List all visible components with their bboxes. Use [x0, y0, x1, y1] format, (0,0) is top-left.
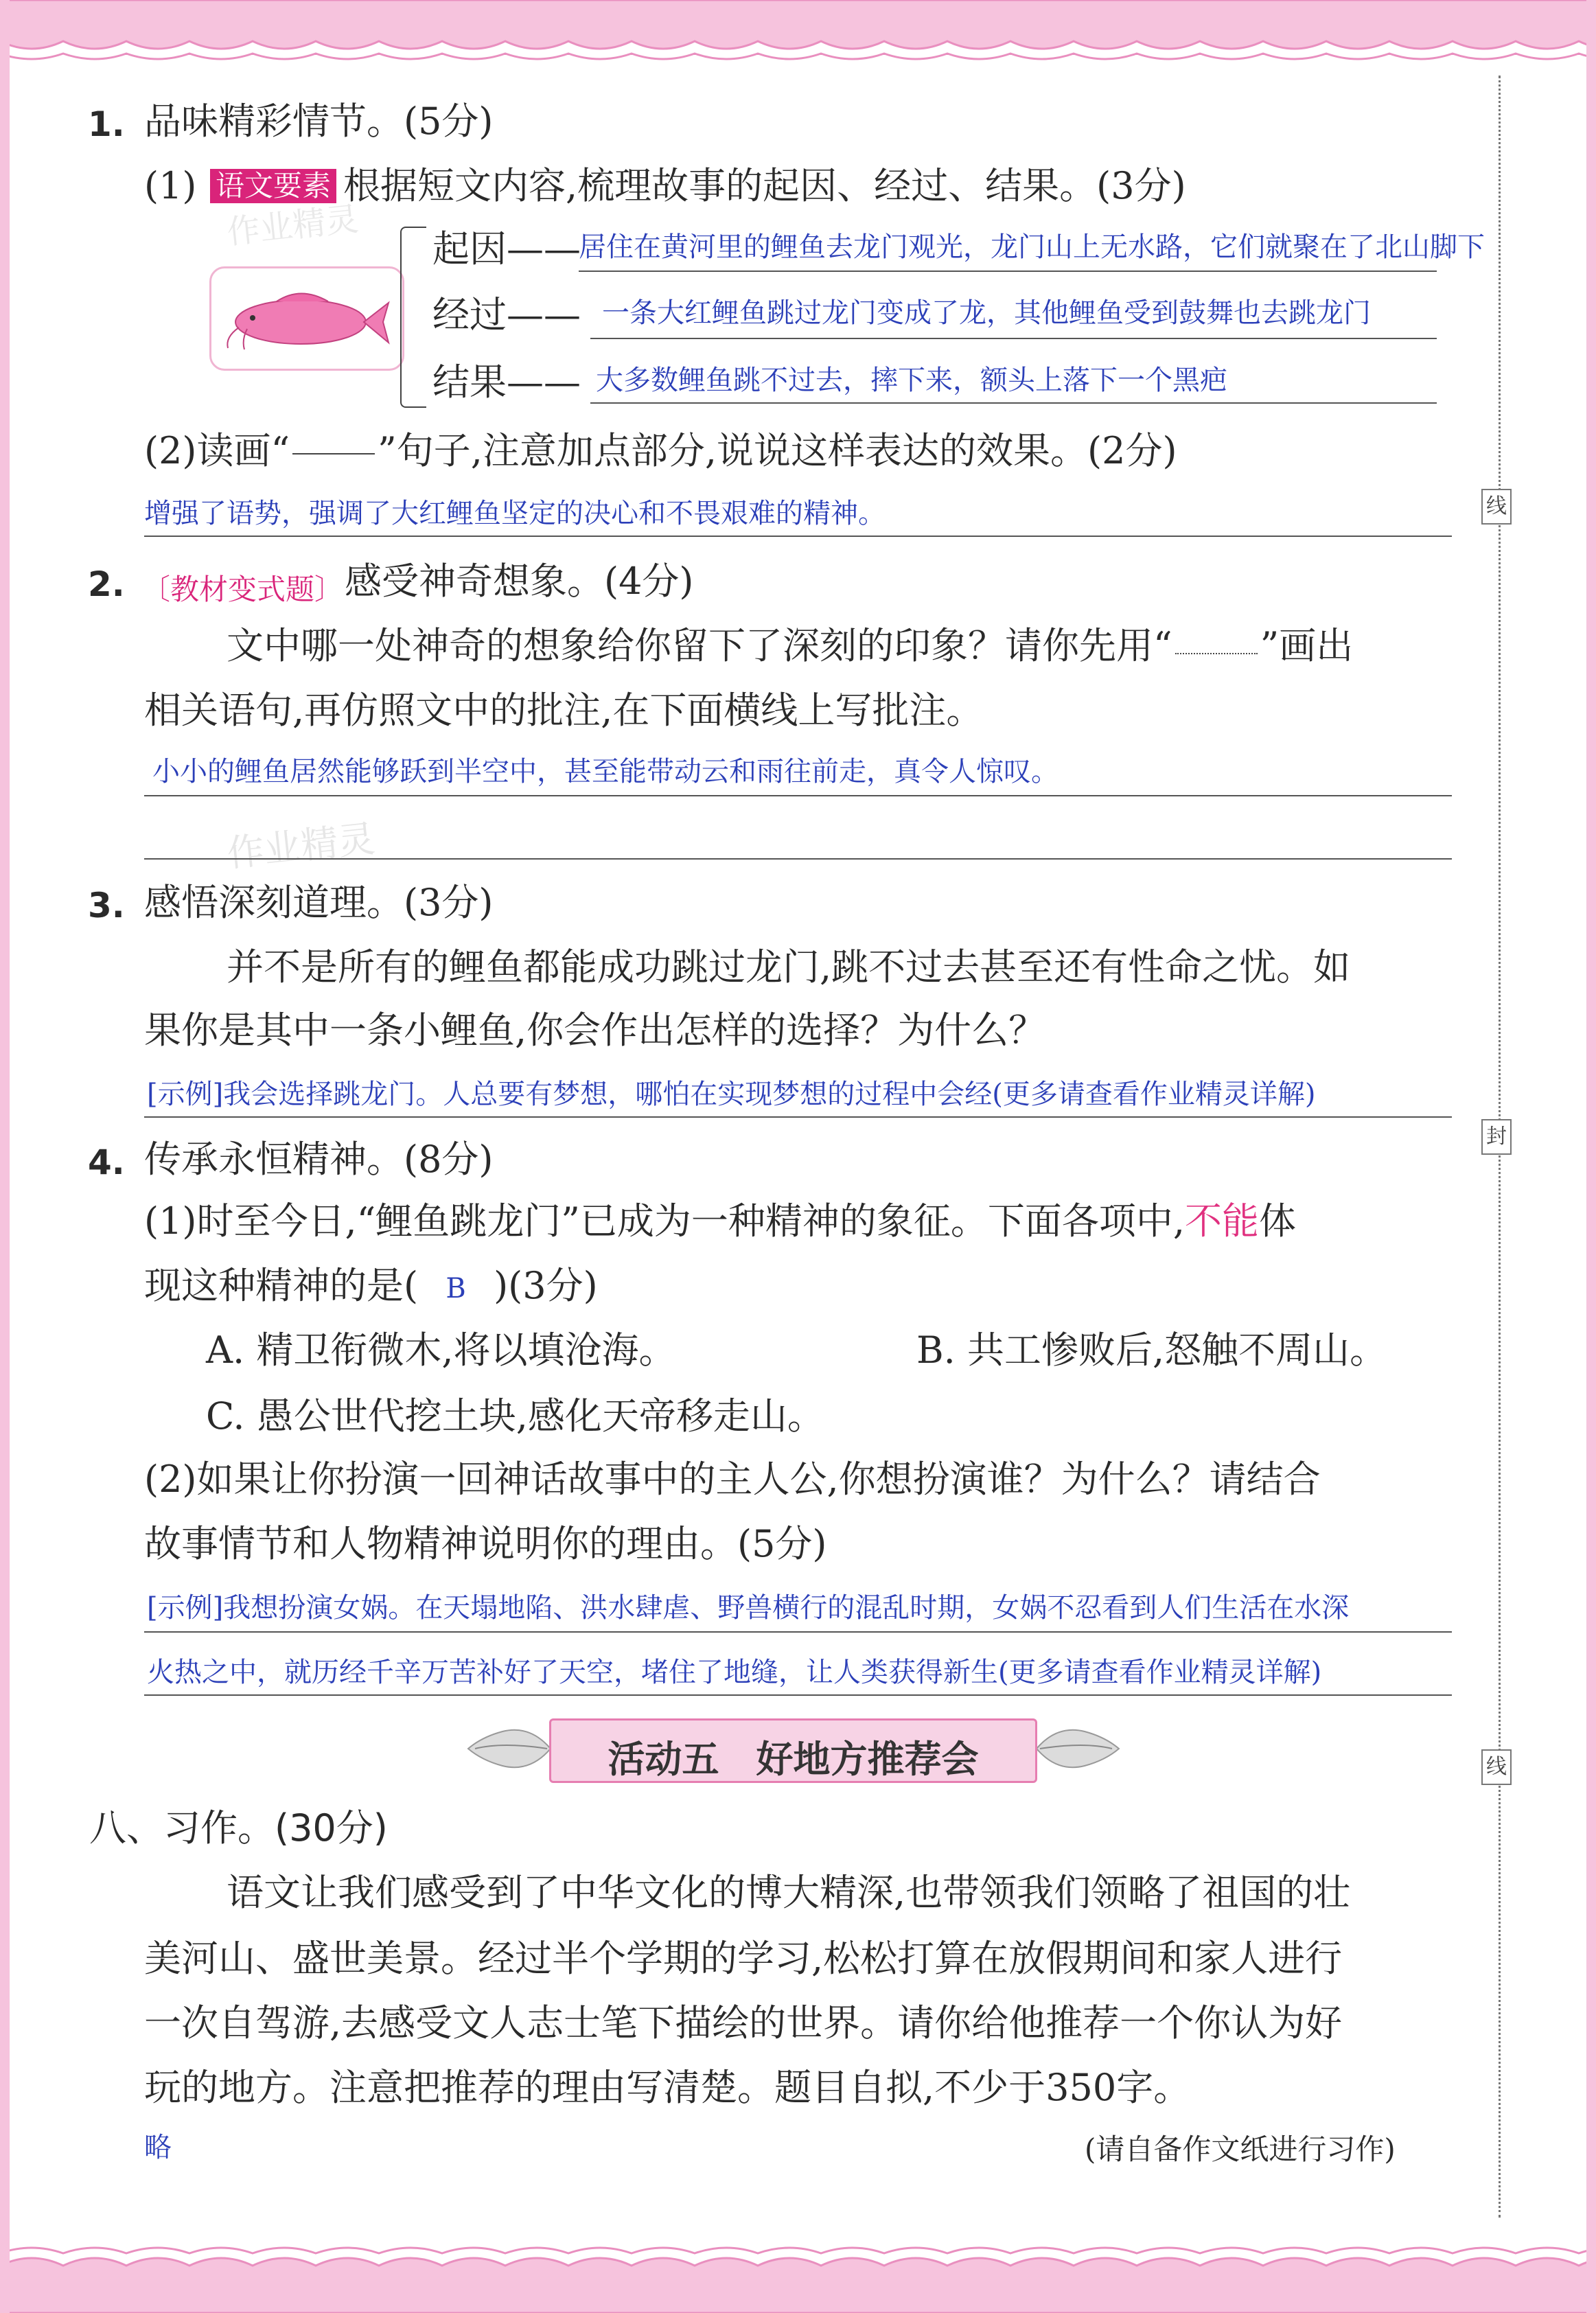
- q4-title: 传承永恒精神。(8分): [144, 1138, 494, 1181]
- activity-banner-ornament-left: [461, 1711, 557, 1786]
- activity-title: 活动五 好地方推荐会: [608, 1738, 979, 1781]
- q4-not-highlight: 不能: [1185, 1199, 1260, 1243]
- q3-line2: 果你是其中一条小鲤鱼,你会作出怎样的选择？为什么？: [144, 1009, 1046, 1052]
- q2-wavy-blank: [1175, 643, 1258, 654]
- q4-sub1-after: 体: [1259, 1199, 1297, 1243]
- activity-banner-ornament-right: [1030, 1711, 1126, 1786]
- q1-number: 1.: [88, 104, 125, 144]
- q2-line2: 相关语句,再仿照文中的批注,在下面横线上写批注。: [144, 689, 984, 732]
- result-rule: [590, 402, 1437, 404]
- q4-sub2-answer-1: [示例]我想扮演女娲。在天塌地陷、洪水肆虐、野兽横行的混乱时期，女娲不忍看到人们生活在水深: [147, 1592, 1350, 1624]
- carp-illustration: [209, 266, 404, 371]
- q1-sub2-line: [144, 429, 1177, 472]
- q8-answer: 略: [144, 2132, 172, 2163]
- q4-sub2-rule-2: [144, 1694, 1452, 1696]
- process-answer: 一条大红鲤鱼跳过龙门变成了龙，其他鲤鱼受到鼓舞也去跳龙门: [602, 297, 1371, 329]
- q1-sub2-rule: [144, 536, 1452, 537]
- q4-sub2-rule-1: [144, 1631, 1452, 1633]
- q4-sub1-before: (1)时至今日,“鲤鱼跳龙门”已成为一种精神的象征。下面各项中,: [144, 1199, 1186, 1243]
- q1-title: 品味精彩情节。(5分): [144, 100, 494, 143]
- q1-sub2-after: ”句子,注意加点部分,说说这样表达的效果。(2分): [378, 429, 1177, 472]
- cause-rule: [579, 271, 1437, 272]
- q2-answer: 小小的鲤鱼居然能够跃到半空中，甚至能带动云和雨往前走，真令人惊叹。: [152, 756, 1059, 787]
- bracket-line: [400, 227, 426, 408]
- q8-line3: 一次自驾游,去感受文人志士笔下描绘的世界。请你给他推荐一个你认为好: [144, 2001, 1343, 2045]
- q3-number: 3.: [88, 886, 125, 925]
- q2-title: 感受神奇想象。(4分): [345, 560, 694, 603]
- q4-option-c: C. 愚公世代挖土块,感化天帝移走山。: [206, 1394, 824, 1438]
- carp-icon: [211, 268, 402, 369]
- left-pink-edge: [0, 0, 10, 2313]
- q4-sub2-line1: (2)如果让你扮演一回神话故事中的主人公,你想扮演谁？为什么？请结合: [144, 1458, 1321, 1501]
- cause-answer: 居住在黄河里的鲤鱼去龙门观光，龙门山上无水路，它们就聚在了北山脚下: [579, 231, 1485, 263]
- q3-answer: [示例]我会选择跳龙门。人总要有梦想，哪怕在实现梦想的过程中会经(更多请查看作业精灵详解): [147, 1079, 1316, 1110]
- q4-sub2-line2: 故事情节和人物精神说明你的理由。(5分): [144, 1522, 827, 1565]
- result-label: 结果——: [432, 360, 581, 404]
- q2-tag: 〔教材变式题〕: [141, 573, 344, 606]
- q4-sub1-line2-after: )(3分): [494, 1264, 598, 1307]
- q4-sub1-line1: [144, 1199, 1297, 1243]
- result-answer: 大多数鲤鱼跳不过去，摔下来，额头上落下一个黑疤: [596, 365, 1227, 396]
- q2-rule-2: [144, 858, 1452, 860]
- q8-line1: 语文让我们感受到了中华文化的博大精深,也带领我们领略了祖国的壮: [227, 1871, 1351, 1914]
- binding-mark-2: 封: [1481, 1119, 1512, 1155]
- right-pink-edge: [1586, 0, 1596, 2313]
- q1-element-tag: 语文要素: [210, 169, 336, 203]
- q4-option-a: A. 精卫衔微木,将以填沧海。: [206, 1328, 676, 1372]
- cause-label: 起因——: [432, 227, 581, 271]
- q3-line1: 并不是所有的鲤鱼都能成功跳过龙门,跳不过去甚至还有性命之忧。如: [227, 945, 1351, 989]
- q1-sub2-before: (2)读画“: [144, 429, 290, 472]
- q8-note: (请自备作文纸进行习作): [1085, 2132, 1396, 2166]
- q4-sub2-answer-2: 火热之中，就历经千辛万苦补好了天空，堵住了地缝，让人类获得新生(更多请查看作业精灵详解): [147, 1657, 1322, 1688]
- q2-rule-1: [144, 795, 1452, 796]
- q2-line1-after: ”画出: [1260, 624, 1354, 667]
- binding-mark-3: 线: [1481, 1749, 1512, 1785]
- q4-sub1-line2-before: 现这种精神的是(: [144, 1264, 419, 1307]
- q2-line1-before: 文中哪一处神奇的想象给你留下了深刻的印象？请你先用“: [227, 624, 1172, 667]
- q4-sub1-line2: [144, 1264, 598, 1307]
- watermark-1: 作业精灵: [225, 200, 360, 252]
- q3-title: 感悟深刻道理。(3分): [144, 881, 494, 924]
- bottom-wave-border: [0, 2231, 1596, 2313]
- q3-rule: [144, 1116, 1452, 1118]
- q4-number: 4.: [88, 1142, 125, 1182]
- binding-mark-1: 线: [1481, 489, 1512, 525]
- q2-number: 2.: [88, 564, 125, 604]
- q8-line4: 玩的地方。注意把推荐的理由写清楚。题目自拟,不少于350字。: [144, 2066, 1191, 2109]
- q8-line2: 美河山、盛世美景。经过半个学期的学习,松松打算在放假期间和家人进行: [144, 1937, 1343, 1980]
- q1-sub2-answer: 增强了语势，强调了大红鲤鱼坚定的决心和不畏艰难的精神。: [144, 498, 886, 529]
- q1-sub1-prefix: (1): [144, 164, 197, 207]
- watermark-2: 作业精灵: [224, 816, 378, 876]
- q1-sub2-blank: [292, 453, 375, 454]
- process-rule: [590, 338, 1437, 339]
- q4-option-b: B. 共工惨败后,怒触不周山。: [916, 1328, 1387, 1372]
- top-wave-border: [0, 0, 1596, 76]
- q4-sub1-answer: B: [446, 1273, 466, 1304]
- q8-title: 八、习作。(30分): [89, 1806, 388, 1850]
- process-label: 经过——: [432, 293, 581, 336]
- q2-line1: [227, 624, 1354, 667]
- q1-sub1-text: 根据短文内容,梳理故事的起因、经过、结果。(3分): [343, 164, 1186, 207]
